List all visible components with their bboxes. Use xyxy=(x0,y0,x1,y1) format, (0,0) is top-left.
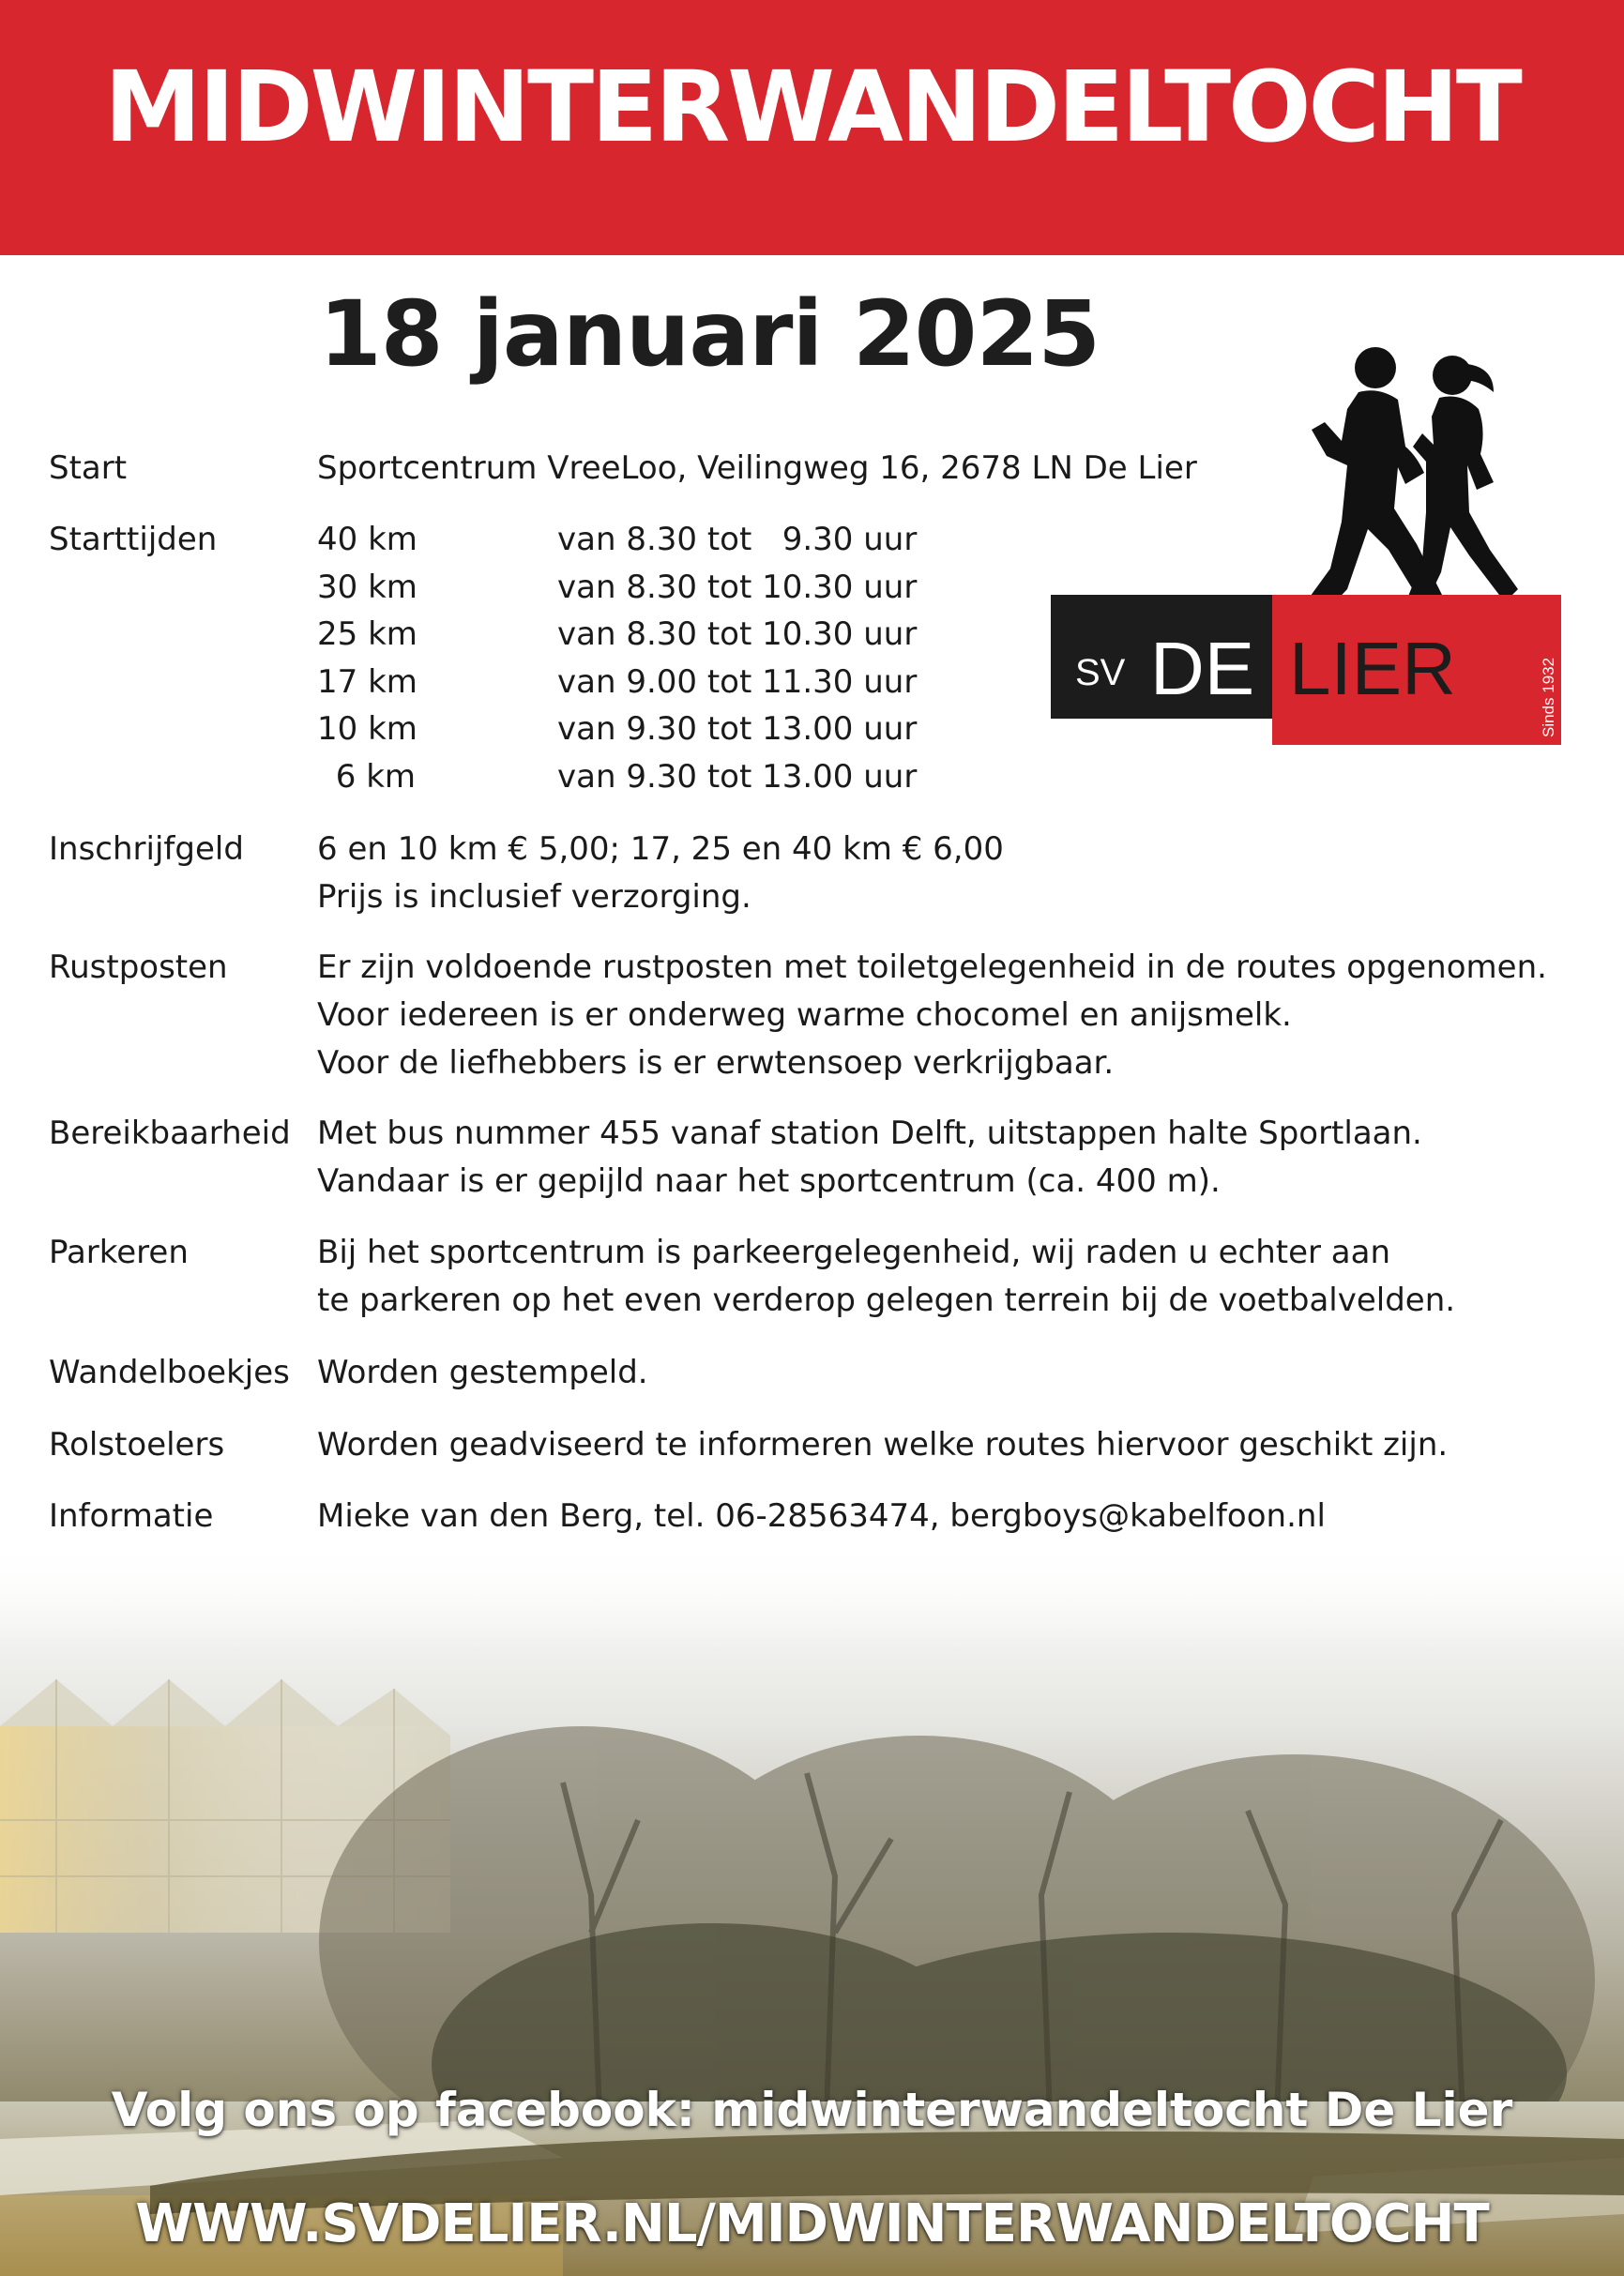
times: van 9.30 tot 13.00 uur xyxy=(557,710,918,748)
informatie-line: Mieke van den Berg, tel. 06-28563474, bergboys@kabelfoon.nl xyxy=(317,1497,1326,1535)
times: van 8.30 tot 10.30 uur xyxy=(557,568,918,606)
distance: 40 km xyxy=(317,521,417,558)
starttijden-label: Starttijden xyxy=(49,521,218,558)
starttijden-table xyxy=(317,516,974,800)
sv-de-lier-logo xyxy=(1049,343,1567,745)
parkeren-label: Parkeren xyxy=(49,1234,189,1271)
starttijden-line xyxy=(317,659,974,706)
distance: 30 km xyxy=(317,568,417,606)
distance: 10 km xyxy=(317,710,417,748)
starttijden-line xyxy=(317,564,974,612)
times: van 9.30 tot 13.00 uur xyxy=(557,757,918,796)
bereikbaarheid-label: Bereikbaarheid xyxy=(49,1115,291,1152)
logo-since: Sinds 1932 xyxy=(1540,657,1557,737)
website-url[interactable]: WWW.SVDELIER.NL/MIDWINTERWANDELTOCHT xyxy=(135,2193,1489,2254)
inschrijfgeld-line: 6 en 10 km € 5,00; 17, 25 en 40 km € 6,00 xyxy=(317,830,1004,868)
starttijden-line xyxy=(317,611,974,659)
facebook-line: Volg ons op facebook: midwinterwandeltocht De Lier xyxy=(111,2083,1513,2137)
wandelboekjes-label: Wandelboekjes xyxy=(49,1354,290,1391)
parkeren-line: Bij het sportcentrum is parkeergelegenheid, wij raden u echter aan xyxy=(317,1234,1391,1271)
informatie-label: Informatie xyxy=(49,1497,214,1535)
bereikbaarheid-line: Met bus nummer 455 vanaf station Delft, uitstappen halte Sportlaan. xyxy=(317,1115,1422,1152)
starttijden-line xyxy=(317,706,974,753)
starttijden-line xyxy=(317,753,974,801)
wandelboekjes-value: Worden gestempeld. xyxy=(317,1354,648,1391)
event-title: MIDWINTERWANDELTOCHT xyxy=(104,50,1520,164)
rustposten-line: Voor iedereen is er onderweg warme chocomel en anijsmelk. xyxy=(317,996,1292,1034)
rustposten-line: Er zijn voldoende rustposten met toiletgelegenheid in de routes opgenomen. xyxy=(317,948,1547,986)
landscape-photo xyxy=(0,1539,1624,2276)
rustposten-line: Voor de liefhebbers is er erwtensoep verkrijgbaar. xyxy=(317,1044,1115,1082)
distance: 6 km xyxy=(335,757,416,796)
rustposten-label: Rustposten xyxy=(49,948,228,986)
times: van 8.30 tot 10.30 uur xyxy=(557,615,918,653)
start-label: Start xyxy=(49,449,128,487)
start-value: Sportcentrum VreeLoo, Veilingweg 16, 2678 LN De Lier xyxy=(317,449,1197,487)
distance: 25 km xyxy=(317,615,417,653)
logo-lier: LIER xyxy=(1289,627,1456,710)
logo-sv: SV xyxy=(1075,652,1126,693)
distance: 17 km xyxy=(317,662,417,701)
rolstoelers-label: Rolstoelers xyxy=(49,1426,225,1464)
parkeren-line: te parkeren op het even verderop gelegen terrein bij de voetbalvelden. xyxy=(317,1282,1456,1319)
logo-de: DE xyxy=(1150,627,1255,710)
bereikbaarheid-line: Vandaar is er gepijld naar het sportcentrum (ca. 400 m). xyxy=(317,1162,1221,1200)
inschrijfgeld-label: Inschrijfgeld xyxy=(49,830,244,868)
walkers-silhouette-icon xyxy=(1298,347,1535,630)
rolstoelers-value: Worden geadviseerd te informeren welke routes hiervoor geschikt zijn. xyxy=(317,1426,1449,1464)
inschrijfgeld-line: Prijs is inclusief verzorging. xyxy=(317,878,751,916)
event-date: 18 januari 2025 xyxy=(319,281,1100,387)
times: van 8.30 tot 9.30 uur xyxy=(557,521,918,558)
times: van 9.00 tot 11.30 uur xyxy=(557,662,918,701)
title-banner xyxy=(0,0,1624,255)
starttijden-line xyxy=(317,516,974,564)
